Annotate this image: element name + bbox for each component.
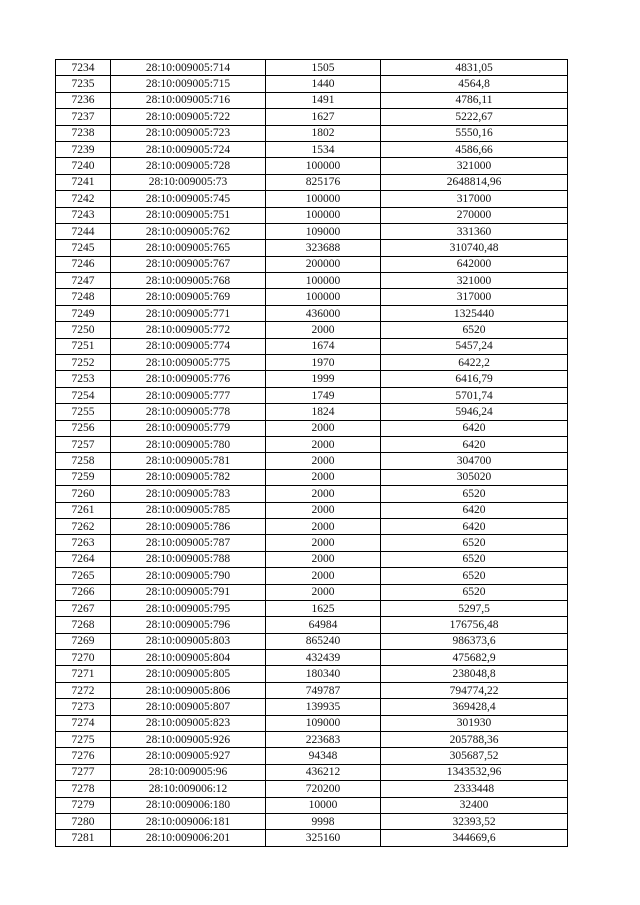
row-number-cell: 7243 <box>56 207 111 223</box>
row-number-cell: 7281 <box>56 830 111 846</box>
row-number-cell: 7234 <box>56 60 111 76</box>
table-row <box>56 92 568 108</box>
area-cell: 1625 <box>266 600 381 616</box>
row-number-cell: 7254 <box>56 387 111 403</box>
cadastral-number-cell: 28:10:009005:73 <box>111 174 266 190</box>
row-number-cell: 7274 <box>56 715 111 731</box>
area-cell: 2000 <box>266 420 381 436</box>
area-cell: 2000 <box>266 453 381 469</box>
cadastral-number-cell: 28:10:009005:926 <box>111 732 266 748</box>
cadastral-number-cell: 28:10:009005:804 <box>111 650 266 666</box>
area-cell: 325160 <box>266 830 381 846</box>
value-cell: 6520 <box>381 486 568 502</box>
table-row <box>56 699 568 715</box>
row-number-cell: 7248 <box>56 289 111 305</box>
cadastral-number-cell: 28:10:009005:769 <box>111 289 266 305</box>
area-cell: 2000 <box>266 322 381 338</box>
table-row <box>56 584 568 600</box>
value-cell: 1325440 <box>381 305 568 321</box>
area-cell: 100000 <box>266 207 381 223</box>
cadastral-number-cell: 28:10:009006:180 <box>111 797 266 813</box>
table-row <box>56 748 568 764</box>
table-row <box>56 109 568 125</box>
row-number-cell: 7241 <box>56 174 111 190</box>
area-cell: 1440 <box>266 76 381 92</box>
table-row <box>56 191 568 207</box>
area-cell: 825176 <box>266 174 381 190</box>
area-cell: 1534 <box>266 141 381 157</box>
value-cell: 301930 <box>381 715 568 731</box>
table-row <box>56 158 568 174</box>
row-number-cell: 7257 <box>56 436 111 452</box>
table-row <box>56 223 568 239</box>
row-number-cell: 7275 <box>56 732 111 748</box>
row-number-cell: 7263 <box>56 535 111 551</box>
table-row <box>56 518 568 534</box>
area-cell: 10000 <box>266 797 381 813</box>
row-number-cell: 7252 <box>56 355 111 371</box>
value-cell: 32400 <box>381 797 568 813</box>
value-cell: 321000 <box>381 158 568 174</box>
area-cell: 94348 <box>266 748 381 764</box>
value-cell: 331360 <box>381 223 568 239</box>
area-cell: 139935 <box>266 699 381 715</box>
area-cell: 100000 <box>266 191 381 207</box>
cadastral-number-cell: 28:10:009006:201 <box>111 830 266 846</box>
table-row <box>56 76 568 92</box>
table-row <box>56 322 568 338</box>
value-cell: 642000 <box>381 256 568 272</box>
row-number-cell: 7272 <box>56 682 111 698</box>
table-row <box>56 535 568 551</box>
cadastral-number-cell: 28:10:009005:786 <box>111 518 266 534</box>
value-cell: 305020 <box>381 469 568 485</box>
area-cell: 323688 <box>266 240 381 256</box>
value-cell: 6520 <box>381 584 568 600</box>
table-row <box>56 207 568 223</box>
table-row <box>56 715 568 731</box>
value-cell: 5457,24 <box>381 338 568 354</box>
cadastral-number-cell: 28:10:009005:795 <box>111 600 266 616</box>
area-cell: 1674 <box>266 338 381 354</box>
cadastral-number-cell: 28:10:009005:782 <box>111 469 266 485</box>
row-number-cell: 7246 <box>56 256 111 272</box>
row-number-cell: 7267 <box>56 600 111 616</box>
value-cell: 794774,22 <box>381 682 568 698</box>
cadastral-number-cell: 28:10:009005:762 <box>111 223 266 239</box>
table-row <box>56 240 568 256</box>
row-number-cell: 7244 <box>56 223 111 239</box>
value-cell: 986373,6 <box>381 633 568 649</box>
table-row <box>56 617 568 633</box>
cadastral-number-cell: 28:10:009005:780 <box>111 436 266 452</box>
area-cell: 2000 <box>266 502 381 518</box>
table-row <box>56 387 568 403</box>
value-cell: 2648814,96 <box>381 174 568 190</box>
table-row <box>56 502 568 518</box>
cadastral-number-cell: 28:10:009005:806 <box>111 682 266 698</box>
area-cell: 2000 <box>266 584 381 600</box>
cadastral-number-cell: 28:10:009005:768 <box>111 273 266 289</box>
table-row <box>56 273 568 289</box>
table-row <box>56 338 568 354</box>
cadastral-number-cell: 28:10:009005:776 <box>111 371 266 387</box>
table-row <box>56 682 568 698</box>
area-cell: 2000 <box>266 551 381 567</box>
cadastral-number-cell: 28:10:009005:724 <box>111 141 266 157</box>
table-row <box>56 666 568 682</box>
table-row <box>56 797 568 813</box>
cadastral-number-cell: 28:10:009006:181 <box>111 813 266 829</box>
cadastral-number-cell: 28:10:009005:781 <box>111 453 266 469</box>
cadastral-number-cell: 28:10:009005:772 <box>111 322 266 338</box>
area-cell: 2000 <box>266 436 381 452</box>
row-number-cell: 7249 <box>56 305 111 321</box>
area-cell: 223683 <box>266 732 381 748</box>
area-cell: 200000 <box>266 256 381 272</box>
table-row <box>56 813 568 829</box>
area-cell: 109000 <box>266 223 381 239</box>
table-row <box>56 305 568 321</box>
area-cell: 2000 <box>266 469 381 485</box>
area-cell: 100000 <box>266 158 381 174</box>
row-number-cell: 7260 <box>56 486 111 502</box>
cadastral-number-cell: 28:10:009005:714 <box>111 60 266 76</box>
area-cell: 9998 <box>266 813 381 829</box>
cadastral-value-table <box>55 59 568 847</box>
cadastral-number-cell: 28:10:009005:787 <box>111 535 266 551</box>
area-cell: 109000 <box>266 715 381 731</box>
area-cell: 432439 <box>266 650 381 666</box>
cadastral-number-cell: 28:10:009005:783 <box>111 486 266 502</box>
table-row <box>56 633 568 649</box>
row-number-cell: 7278 <box>56 781 111 797</box>
table-row <box>56 551 568 567</box>
row-number-cell: 7259 <box>56 469 111 485</box>
cadastral-number-cell: 28:10:009005:771 <box>111 305 266 321</box>
row-number-cell: 7239 <box>56 141 111 157</box>
table-row <box>56 781 568 797</box>
row-number-cell: 7247 <box>56 273 111 289</box>
area-cell: 1627 <box>266 109 381 125</box>
area-cell: 1802 <box>266 125 381 141</box>
area-cell: 749787 <box>266 682 381 698</box>
table-row <box>56 256 568 272</box>
row-number-cell: 7242 <box>56 191 111 207</box>
cadastral-number-cell: 28:10:009005:803 <box>111 633 266 649</box>
row-number-cell: 7240 <box>56 158 111 174</box>
area-cell: 100000 <box>266 289 381 305</box>
table-row <box>56 125 568 141</box>
table-row <box>56 355 568 371</box>
area-cell: 1749 <box>266 387 381 403</box>
cadastral-number-cell: 28:10:009005:805 <box>111 666 266 682</box>
cadastral-number-cell: 28:10:009005:723 <box>111 125 266 141</box>
row-number-cell: 7269 <box>56 633 111 649</box>
table-row <box>56 436 568 452</box>
area-cell: 865240 <box>266 633 381 649</box>
cadastral-number-cell: 28:10:009005:788 <box>111 551 266 567</box>
row-number-cell: 7266 <box>56 584 111 600</box>
value-cell: 6420 <box>381 502 568 518</box>
area-cell: 1505 <box>266 60 381 76</box>
value-cell: 6520 <box>381 322 568 338</box>
row-number-cell: 7276 <box>56 748 111 764</box>
table-row <box>56 420 568 436</box>
table-row <box>56 764 568 780</box>
cadastral-number-cell: 28:10:009005:728 <box>111 158 266 174</box>
cadastral-number-cell: 28:10:009005:775 <box>111 355 266 371</box>
value-cell: 270000 <box>381 207 568 223</box>
row-number-cell: 7265 <box>56 568 111 584</box>
cadastral-number-cell: 28:10:009005:927 <box>111 748 266 764</box>
row-number-cell: 7235 <box>56 76 111 92</box>
row-number-cell: 7253 <box>56 371 111 387</box>
area-cell: 2000 <box>266 535 381 551</box>
value-cell: 2333448 <box>381 781 568 797</box>
area-cell: 64984 <box>266 617 381 633</box>
table-row <box>56 453 568 469</box>
row-number-cell: 7251 <box>56 338 111 354</box>
value-cell: 205788,36 <box>381 732 568 748</box>
cadastral-number-cell: 28:10:009005:777 <box>111 387 266 403</box>
value-cell: 5222,67 <box>381 109 568 125</box>
value-cell: 5297,5 <box>381 600 568 616</box>
cadastral-number-cell: 28:10:009005:807 <box>111 699 266 715</box>
row-number-cell: 7237 <box>56 109 111 125</box>
value-cell: 5946,24 <box>381 404 568 420</box>
table-body <box>56 60 568 847</box>
value-cell: 6416,79 <box>381 371 568 387</box>
cadastral-number-cell: 28:10:009005:791 <box>111 584 266 600</box>
cadastral-number-cell: 28:10:009005:785 <box>111 502 266 518</box>
cadastral-number-cell: 28:10:009006:12 <box>111 781 266 797</box>
cadastral-number-cell: 28:10:009005:778 <box>111 404 266 420</box>
cadastral-number-cell: 28:10:009005:765 <box>111 240 266 256</box>
row-number-cell: 7268 <box>56 617 111 633</box>
value-cell: 5550,16 <box>381 125 568 141</box>
value-cell: 5701,74 <box>381 387 568 403</box>
row-number-cell: 7280 <box>56 813 111 829</box>
value-cell: 4786,11 <box>381 92 568 108</box>
area-cell: 2000 <box>266 518 381 534</box>
area-cell: 436212 <box>266 764 381 780</box>
value-cell: 176756,48 <box>381 617 568 633</box>
table-row <box>56 830 568 846</box>
cadastral-number-cell: 28:10:009005:774 <box>111 338 266 354</box>
cadastral-number-cell: 28:10:009005:716 <box>111 92 266 108</box>
area-cell: 180340 <box>266 666 381 682</box>
value-cell: 6422,2 <box>381 355 568 371</box>
area-cell: 1824 <box>266 404 381 420</box>
row-number-cell: 7262 <box>56 518 111 534</box>
table-row <box>56 469 568 485</box>
value-cell: 6520 <box>381 568 568 584</box>
value-cell: 4564,8 <box>381 76 568 92</box>
table-row <box>56 289 568 305</box>
row-number-cell: 7258 <box>56 453 111 469</box>
cadastral-number-cell: 28:10:009005:722 <box>111 109 266 125</box>
area-cell: 2000 <box>266 568 381 584</box>
cadastral-number-cell: 28:10:009005:715 <box>111 76 266 92</box>
area-cell: 1999 <box>266 371 381 387</box>
area-cell: 436000 <box>266 305 381 321</box>
row-number-cell: 7261 <box>56 502 111 518</box>
row-number-cell: 7250 <box>56 322 111 338</box>
table-row <box>56 60 568 76</box>
value-cell: 4586,66 <box>381 141 568 157</box>
value-cell: 304700 <box>381 453 568 469</box>
value-cell: 6420 <box>381 436 568 452</box>
table-row <box>56 650 568 666</box>
value-cell: 305687,52 <box>381 748 568 764</box>
cadastral-number-cell: 28:10:009005:767 <box>111 256 266 272</box>
value-cell: 6520 <box>381 535 568 551</box>
value-cell: 6420 <box>381 518 568 534</box>
row-number-cell: 7236 <box>56 92 111 108</box>
table-row <box>56 174 568 190</box>
value-cell: 6520 <box>381 551 568 567</box>
row-number-cell: 7256 <box>56 420 111 436</box>
table-row <box>56 732 568 748</box>
value-cell: 369428,4 <box>381 699 568 715</box>
row-number-cell: 7245 <box>56 240 111 256</box>
value-cell: 6420 <box>381 420 568 436</box>
area-cell: 100000 <box>266 273 381 289</box>
cadastral-number-cell: 28:10:009005:779 <box>111 420 266 436</box>
cadastral-number-cell: 28:10:009005:823 <box>111 715 266 731</box>
row-number-cell: 7279 <box>56 797 111 813</box>
area-cell: 1491 <box>266 92 381 108</box>
cadastral-number-cell: 28:10:009005:751 <box>111 207 266 223</box>
table-row <box>56 371 568 387</box>
cadastral-number-cell: 28:10:009005:790 <box>111 568 266 584</box>
area-cell: 1970 <box>266 355 381 371</box>
value-cell: 344669,6 <box>381 830 568 846</box>
value-cell: 475682,9 <box>381 650 568 666</box>
cadastral-number-cell: 28:10:009005:796 <box>111 617 266 633</box>
table-row <box>56 568 568 584</box>
table-row <box>56 600 568 616</box>
value-cell: 317000 <box>381 191 568 207</box>
row-number-cell: 7238 <box>56 125 111 141</box>
table-row <box>56 141 568 157</box>
row-number-cell: 7270 <box>56 650 111 666</box>
table-row <box>56 404 568 420</box>
area-cell: 2000 <box>266 486 381 502</box>
value-cell: 317000 <box>381 289 568 305</box>
value-cell: 321000 <box>381 273 568 289</box>
area-cell: 720200 <box>266 781 381 797</box>
cadastral-number-cell: 28:10:009005:96 <box>111 764 266 780</box>
row-number-cell: 7271 <box>56 666 111 682</box>
value-cell: 310740,48 <box>381 240 568 256</box>
value-cell: 32393,52 <box>381 813 568 829</box>
value-cell: 1343532,96 <box>381 764 568 780</box>
row-number-cell: 7273 <box>56 699 111 715</box>
row-number-cell: 7264 <box>56 551 111 567</box>
row-number-cell: 7255 <box>56 404 111 420</box>
row-number-cell: 7277 <box>56 764 111 780</box>
value-cell: 4831,05 <box>381 60 568 76</box>
value-cell: 238048,8 <box>381 666 568 682</box>
cadastral-number-cell: 28:10:009005:745 <box>111 191 266 207</box>
table-row <box>56 486 568 502</box>
